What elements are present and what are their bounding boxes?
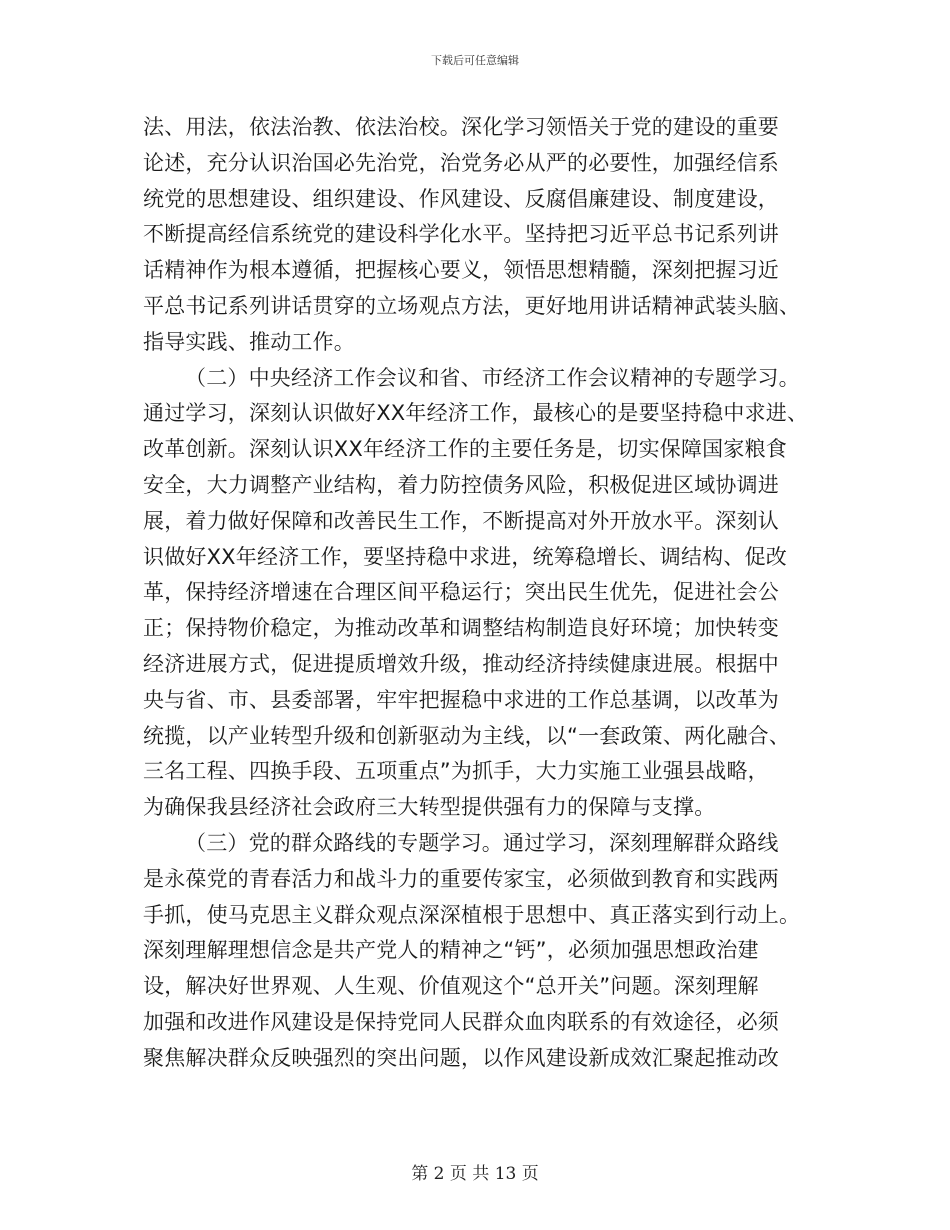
- text-line: 经济进展方式，促进提质增效升级，推动经济持续健康进展。根据中: [143, 651, 779, 676]
- text-line: 改革创新。深刻认识XX年经济工作的主要任务是，切实保障国家粮食: [143, 437, 787, 462]
- text-line: 手抓，使马克思主义群众观点深深植根于思想中、真正落实到行动上。: [143, 902, 801, 927]
- text-line: 指导实践、推动工作。: [143, 329, 355, 354]
- text-line: 话精神作为根本遵循，把握核心要义，领悟思想精髓，深刻把握习近: [143, 258, 779, 283]
- text-line: 是永葆党的青春活力和战斗力的重要传家宝，必须做到教育和实践两: [143, 866, 779, 891]
- text-line: 通过学习，深刻认识做好XX年经济工作，最核心的是要坚持稳中求进、: [143, 401, 809, 426]
- text-line: 统党的思想建设、组织建设、作风建设、反腐倡廉建设、制度建设，: [143, 186, 779, 211]
- text-line: 为确保我县经济社会政府三大转型提供强有力的保障与支撑。: [143, 795, 716, 820]
- document-body: [143, 110, 813, 1077]
- text-line: 不断提高经信系统党的建设科学化水平。坚持把习近平总书记系列讲: [143, 222, 779, 247]
- text-line: 聚焦解决群众反映强烈的突出问题，以作风建设新成效汇聚起推动改: [143, 1045, 779, 1070]
- text-line: 论述，充分认识治国必先治党，治党务必从严的必要性，加强经信系: [143, 150, 779, 175]
- text-line: 识做好XX年经济工作，要坚持稳中求进，统筹稳增长、调结构、促改: [143, 544, 787, 569]
- text-line: 革，保持经济增速在合理区间平稳运行；突出民生优先，促进社会公: [143, 580, 779, 605]
- text-line: 平总书记系列讲话贯穿的立场观点方法，更好地用讲话精神武装头脑、: [143, 293, 801, 318]
- text-line: 统揽，以产业转型升级和创新驱动为主线，以“一套政策、两化融合、: [143, 723, 791, 748]
- text-line: 安全，大力调整产业结构，着力防控债务风险，积极促进区域协调进: [143, 472, 779, 497]
- section-heading-line: （二）中央经济工作会议和省、市经济工作会议精神的专题学习。: [185, 365, 800, 390]
- text-line: 央与省、市、县委部署，牢牢把握稳中求进的工作总基调，以改革为: [143, 687, 779, 712]
- section-heading-line: （三）党的群众路线的专题学习。通过学习，深刻理解群众路线: [185, 830, 779, 855]
- text-line: 法、用法，依法治教、依法治校。深化学习领悟关于党的建设的重要: [143, 115, 779, 139]
- page-number-footer: 第 2 页 共 13 页: [411, 1164, 539, 1184]
- text-line: 展，着力做好保障和改善民生工作，不断提高对外开放水平。深刻认: [143, 508, 779, 533]
- text-line: 设，解决好世界观、人生观、价值观这个“总开关”问题。深刻理解: [143, 974, 759, 999]
- page-header: 下载后可任意编辑: [431, 54, 519, 67]
- text-line: 正；保持物价稳定，为推动改革和调整结构制造良好环境；加快转变: [143, 616, 779, 641]
- text-line: 三名工程、四换手段、五项重点”为抓手，大力实施工业强县战略，: [143, 759, 769, 784]
- text-line: 加强和改进作风建设是保持党同人民群众血肉联系的有效途径，必须: [143, 1009, 779, 1034]
- text-line: 深刻理解理想信念是共产党人的精神之“钙”，必须加强思想政治建: [143, 938, 759, 963]
